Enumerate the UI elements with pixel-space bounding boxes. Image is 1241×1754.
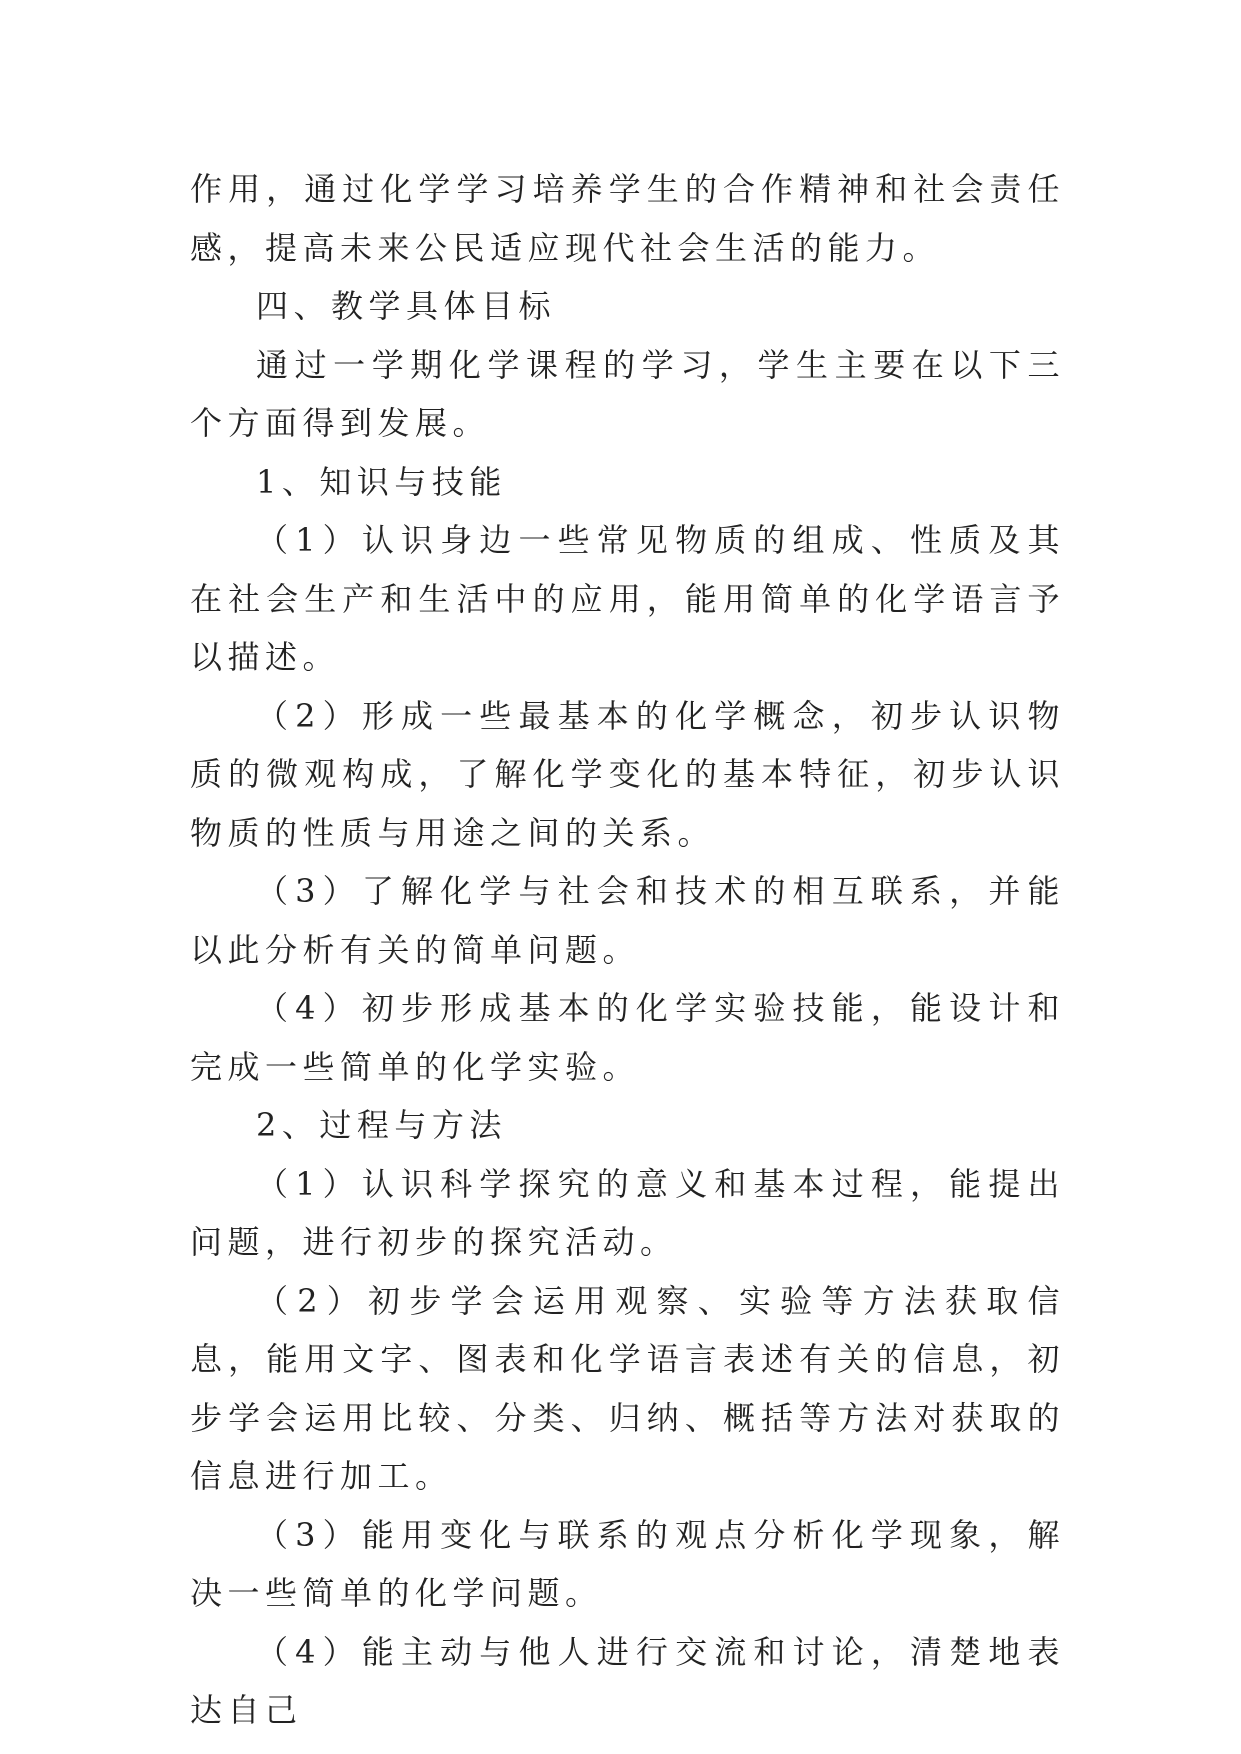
document-body bbox=[190, 160, 1065, 1740]
list-item-process-2: （2）初步学会运用观察、实验等方法获取信息，能用文字、图表和化学语言表述有关的信息，初步学会运用比较、分类、归纳、概括等方法对获取的信息进行加工。 bbox=[190, 1281, 1065, 1495]
subheading-process-methods: 2、过程与方法 bbox=[256, 1106, 507, 1144]
subheading-knowledge-skills: 1、知识与技能 bbox=[256, 462, 507, 501]
list-item-knowledge-3: （3）了解化学与社会和技术的相互联系，并能以此分析有关的简单问题。 bbox=[190, 872, 1065, 969]
paragraph-continuation: 作用，通过化学学习培养学生的合作精神和社会责任感，提高未来公民适应现代社会生活的能力。 bbox=[190, 170, 1065, 267]
list-item-knowledge-4: （4）初步形成基本的化学实验技能，能设计和完成一些简单的化学实验。 bbox=[190, 989, 1065, 1086]
section-heading-teaching-objectives: 四、教学具体目标 bbox=[256, 287, 557, 325]
list-item-knowledge-2: （2）形成一些最基本的化学概念，初步认识物质的微观构成，了解化学变化的基本特征，初步认识物质的性质与用途之间的关系。 bbox=[190, 696, 1065, 852]
list-item-process-4: （4）能主动与他人进行交流和讨论，清楚地表达自己 bbox=[190, 1632, 1065, 1729]
list-item-process-1: （1）认识科学探究的意义和基本过程，能提出问题，进行初步的探究活动。 bbox=[190, 1164, 1065, 1261]
paragraph-intro: 通过一学期化学课程的学习，学生主要在以下三个方面得到发展。 bbox=[190, 345, 1065, 442]
list-item-knowledge-1: （1）认识身边一些常见物质的组成、性质及其在社会生产和生活中的应用，能用简单的化学语言予以描述。 bbox=[190, 521, 1065, 676]
list-item-process-3: （3）能用变化与联系的观点分析化学现象，解决一些简单的化学问题。 bbox=[190, 1515, 1065, 1612]
